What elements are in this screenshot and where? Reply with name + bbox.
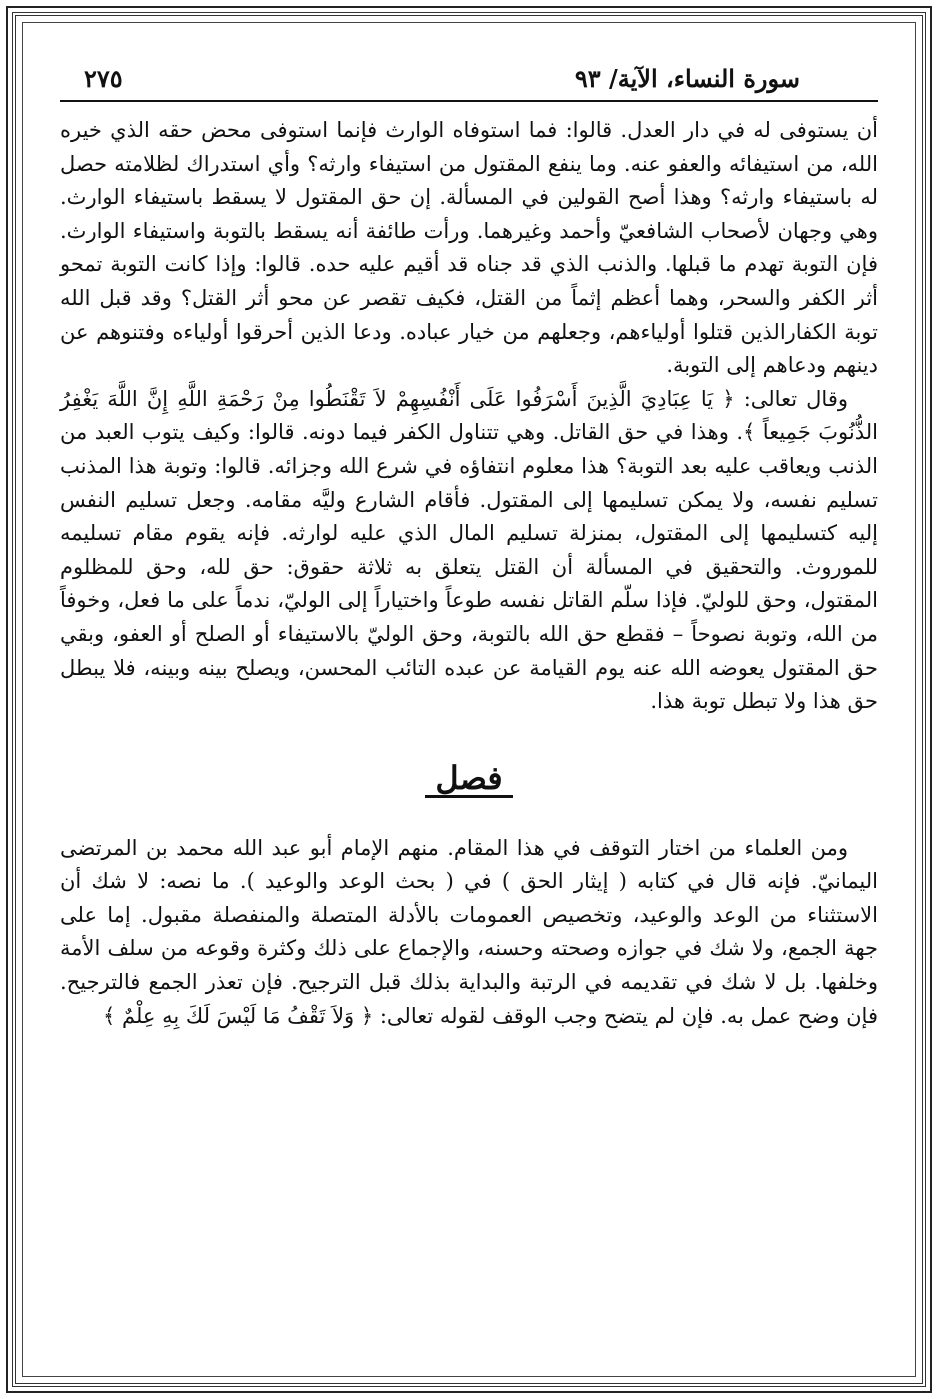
body-paragraph: وقال تعالى: ﴿ يَا عِبَادِيَ الَّذِينَ أَسْرَفُوا عَلَى أَنْفُسِهِمْ لاَ تَقْنَطُوا مِنْ رَحْمَةِ اللَّهِ إِنَّ اللَّهَ يَغْفِرُ الذُّنُوبَ جَمِيعاً ﴾. وهذا في حق القاتل. وهي تتناول الكفر فيما دونه. قالوا: وكيف يتوب العبد من الذنب ويعاقب عليه بعد التوبة؟ هذا معلوم انتفاؤه في شرع الله وجزائه. قالوا: وتوبة هذا المذنب تسليم نفسه، ولا يمكن تسليمها إلى المقتول. فأقام الشارع وليَّه مقامه. وجعل تسليم النفس إليه كتسليمها إلى المقتول، بمنزلة تسليم المال الذي عليه لوارثه. فإنه يقوم مقام تسليمه للموروث. والتحقيق في المسألة أن القتل يتعلق به ثلاثة حقوق: حق لله، وحق للمظلوم المقتول، وحق للوليّ. فإذا سلّم القاتل نفسه طوعاً واختياراً إلى الوليّ، ندماً على ما فعل، وخوفاً من الله، وتوبة نصوحاً – فقطع حق الله بالتوبة، وحق الوليّ بالاستيفاء أو الصلح أو العفو، وبقي حق المقتول يعوضه الله عنه يوم القيامة عن عبده التائب المحسن، ويصلح بينه وبينه، فلا يبطل حق هذا ولا تبطل توبة هذا. (60, 386, 878, 714)
section-heading (60, 759, 878, 798)
book-page (60, 60, 878, 1340)
section-heading-text: فصل (425, 761, 512, 798)
body-paragraph: أن يستوفى له في دار العدل. قالوا: فما استوفاه الوارث فإنما استوفى محض حقه الذي خيره الله، من استيفائه والعفو عنه. وما ينفع المقتول من استيفاء وارثه؟ وأي استدراك لظلامته حصل له باستيفاء وارثه؟ وهذا أصح القولين في المسألة. إن حق المقتول لا يسقط باستيفاء الوارث. وهي وجهان لأصحاب الشافعيّ وأحمد وغيرهما. ورأت طائفة أنه يسقط بالتوبة واستيفاء الوارث. فإن التوبة تهدم ما قبلها. والذنب الذي قد جناه قد أقيم عليه حده. قالوا: وإذا كانت التوبة تمحو أثر الكفر والسحر، وهما أعظم إثماً من القتل، فكيف تقصر عن محو أثر القتل؟ وقد قبل الله توبة الكفارالذين قتلوا أولياءهم، وجعلهم من خيار عباده. ودعا الذين أحرقوا أولياءه وفتنوهم عن دينهم ودعاهم إلى التوبة. (60, 118, 878, 378)
running-title: سورة النساء، الآية/ ٩٣ (574, 64, 800, 93)
page-number: ٢٧٥ (84, 64, 123, 93)
running-header (60, 60, 878, 102)
section-paragraph: ومن العلماء من اختار التوقف في هذا المقام. منهم الإمام أبو عبد الله محمد بن المرتضى اليمانيّ. فإنه قال في كتابه ( إيثار الحق ) في ( بحث الوعد والوعيد ). ما نصه: لا شك أن الاستثناء من الوعد والوعيد، وتخصيص العمومات بالأدلة المتصلة والمنفصلة مقبول. إما على جهة الجمع، ولا شك في جوازه وصحته وحسنه، والإجماع على ذلك وكثرة وقوعه من سلف الأمة وخلفها. بل لا شك في تقديمه في الرتبة والبداية بذلك قبل الترجيح. فإن تعذر الجمع فالترجيح. فإن وضح عمل به. فإن لم يتضح وجب الوقف لقوله تعالى: ﴿ وَلاَ تَقْفُ مَا لَيْسَ لَكَ بِهِ عِلْمٌ ﴾ (60, 835, 878, 1028)
